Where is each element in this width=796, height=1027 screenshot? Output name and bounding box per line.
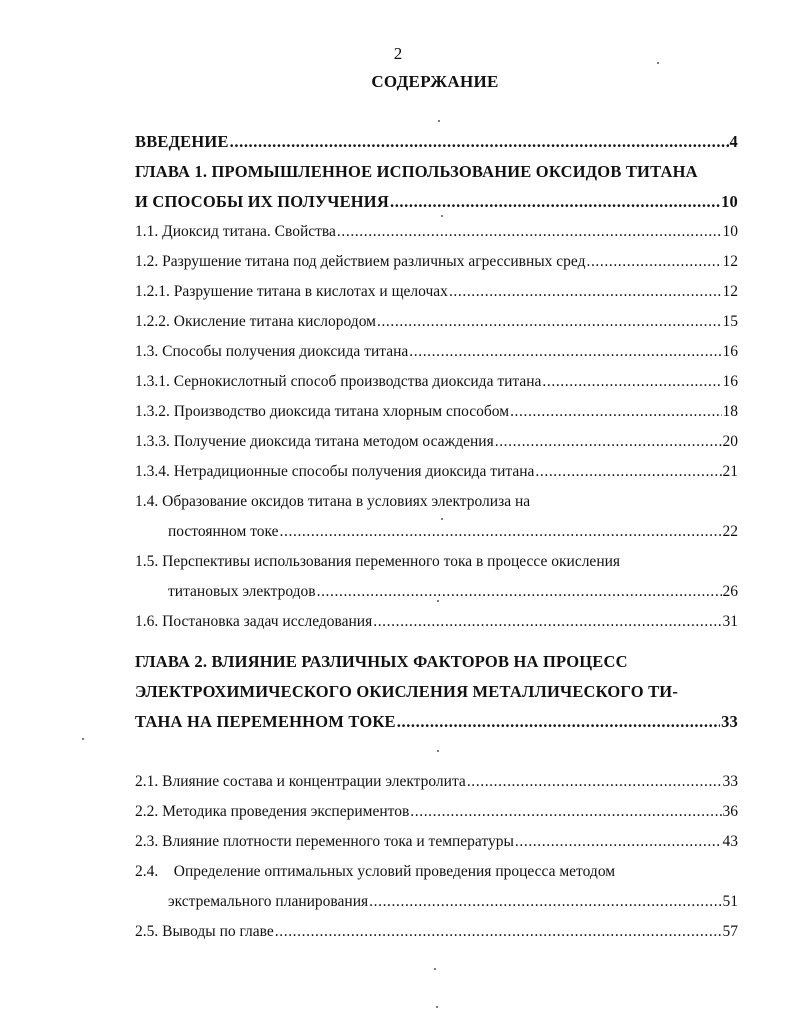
toc-entry-label: постоянном токе [168, 523, 279, 540]
chapter-2-heading-line-1: ГЛАВА 2. ВЛИЯНИЕ РАЗЛИЧНЫХ ФАКТОРОВ НА ПРОЦЕСС [135, 652, 628, 671]
toc-entry-page: 4 [729, 132, 738, 151]
toc-entry-page: 43 [722, 833, 738, 850]
scan-speck [437, 600, 439, 602]
toc-entry [135, 833, 738, 851]
toc-title: СОДЕРЖАНИЕ [371, 72, 499, 91]
toc-entry-label: 1.2.1. Разрушение титана в кислотах и щелочах [135, 283, 448, 300]
toc-entry-label: 1.3.2. Производство диоксида титана хлорным способом [135, 403, 510, 420]
dot-leader [510, 403, 721, 421]
toc-entry-page: 33 [722, 773, 738, 790]
toc-entry-page: 51 [722, 893, 738, 910]
chapter-1-heading [135, 193, 738, 211]
toc-entry-page: 36 [722, 803, 738, 820]
toc-entry-label: титановых электродов [168, 583, 316, 600]
toc-entry-page: 16 [722, 343, 738, 360]
toc-entry-2-4-line-1: 2.4. Определение оптимальных условий проведения процесса методом [135, 863, 616, 880]
dot-leader [369, 893, 721, 911]
toc-entry-intro [135, 133, 738, 151]
dot-leader [275, 923, 722, 941]
toc-entry-1-6 [135, 613, 738, 631]
toc-entry-page: 33 [721, 712, 738, 731]
toc-entry [135, 403, 738, 421]
toc-entry-page: 22 [722, 523, 738, 540]
scan-speck [441, 518, 443, 520]
toc-entry-page: 57 [722, 923, 738, 940]
toc-entry-page: 12 [722, 253, 738, 270]
dot-leader [542, 373, 721, 391]
toc-entry-page: 31 [722, 613, 738, 630]
dot-leader [467, 773, 722, 791]
toc-entry-page: 20 [722, 433, 738, 450]
chapter-2-heading [135, 713, 738, 731]
toc-entry-page: 18 [722, 403, 738, 420]
toc-entry [135, 343, 738, 361]
dot-leader [410, 803, 721, 821]
toc-entry-label: 1.2. Разрушение титана под действием различных агрессивных сред [135, 253, 586, 270]
toc-entry-label: 1.6. Постановка задач исследования [135, 613, 373, 630]
toc-entry-label: 2.1. Влияние состава и концентрации электролита [135, 773, 466, 790]
dot-leader [280, 523, 722, 541]
toc-entry-label: 1.3. Способы получения диоксида титана [135, 343, 409, 360]
toc-entry [135, 283, 738, 301]
toc-entry-label: 1.3.1. Сернокислотный способ производства диоксида титана [135, 373, 542, 390]
toc-entry-page: 21 [722, 463, 738, 480]
dot-leader [390, 193, 720, 211]
dot-leader [586, 253, 721, 271]
toc-entry-label: 1.3.3. Получение диоксида титана методом осаждения [135, 433, 494, 450]
toc-entry [135, 803, 738, 821]
dot-leader [535, 463, 721, 481]
dot-leader [317, 583, 722, 601]
chapter-1-heading-line-1: ГЛАВА 1. ПРОМЫШЛЕННОЕ ИСПОЛЬЗОВАНИЕ ОКСИДОВ ТИТАНА [135, 162, 698, 181]
toc-entry-page: 10 [722, 223, 738, 240]
toc-entry-label: ТАНА НА ПЕРЕМЕННОМ ТОКЕ [135, 712, 396, 731]
toc-entry [135, 463, 738, 481]
toc-entry-1-4 [168, 523, 738, 541]
toc-entry-label: 2.2. Методика проведения экспериментов [135, 803, 410, 820]
dot-leader [397, 713, 720, 731]
scan-speck [438, 120, 440, 122]
toc-entry-label: 2.5. Выводы по главе [135, 923, 274, 940]
toc-entry-label: 2.3. Влияние плотности переменного тока и температуры [135, 833, 514, 850]
toc-entry-label: 1.1. Диоксид титана. Свойства [135, 223, 336, 240]
dot-leader [230, 133, 729, 151]
toc-entry-label: 1.2.2. Окисление титана кислородом [135, 313, 376, 330]
toc-entry-page: 12 [722, 283, 738, 300]
toc-entry [135, 313, 738, 331]
toc-entry-page: 16 [722, 373, 738, 390]
scan-speck [82, 738, 84, 740]
toc-entry-page: 15 [722, 313, 738, 330]
dot-leader [495, 433, 722, 451]
page-number: 2 [393, 44, 403, 63]
dot-leader [373, 613, 721, 631]
toc-entry-label: 1.3.4. Нетрадиционные способы получения диоксида титана [135, 463, 535, 480]
dot-leader [409, 343, 721, 361]
scan-speck [437, 750, 439, 752]
toc-entry [135, 223, 738, 241]
scan-speck [436, 1006, 438, 1008]
toc-entry-label: И СПОСОБЫ ИХ ПОЛУЧЕНИЯ [135, 192, 389, 211]
toc-entry-1-5-line-1: 1.5. Перспективы использования переменного тока в процессе окисления [135, 553, 621, 570]
toc-entry-page: 10 [721, 192, 738, 211]
toc-entry-2-5 [135, 923, 738, 941]
scan-speck [441, 215, 443, 217]
toc-entry [135, 773, 738, 791]
dot-leader [377, 313, 722, 331]
dot-leader [337, 223, 722, 241]
dot-leader [449, 283, 722, 301]
toc-entry [135, 433, 738, 451]
toc-entry-label: экстремального планирования [168, 893, 369, 910]
toc-entry [135, 373, 738, 391]
scan-speck [434, 968, 436, 970]
toc-entry-page: 26 [722, 583, 738, 600]
toc-entry-1-4-line-1: 1.4. Образование оксидов титана в условиях электролиза на [135, 493, 531, 510]
toc-entry [135, 253, 738, 271]
toc-entry-1-5 [168, 583, 738, 601]
toc-entry-label: ВВЕДЕНИЕ [135, 132, 229, 151]
toc-entry-2-4 [168, 893, 738, 911]
dot-leader [515, 833, 722, 851]
scan-speck [657, 62, 659, 64]
chapter-2-heading-line-2: ЭЛЕКТРОХИМИЧЕСКОГО ОКИСЛЕНИЯ МЕТАЛЛИЧЕСКОГО ТИ- [135, 682, 679, 701]
